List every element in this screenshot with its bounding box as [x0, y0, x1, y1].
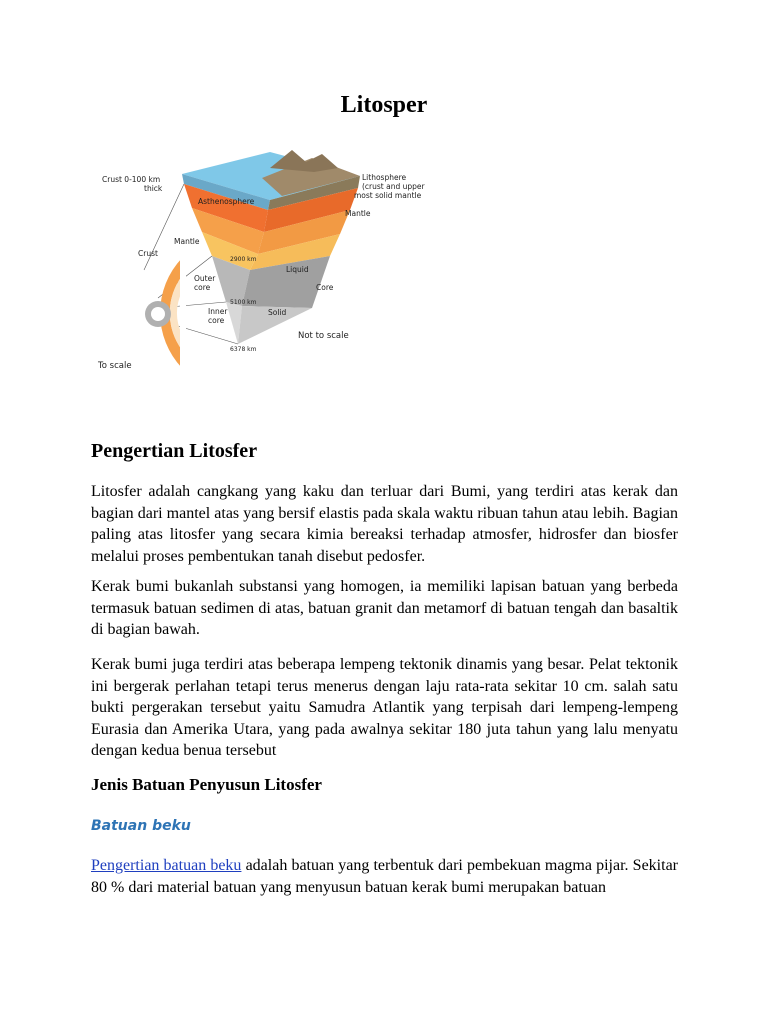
earth-layers-figure	[92, 138, 432, 378]
label-crust-thick2: thick	[144, 184, 163, 193]
label-lithosphere2: (crust and upper	[362, 182, 425, 191]
label-crust-thick: Crust 0-100 km	[102, 175, 161, 184]
label-not-to-scale: Not to scale	[298, 331, 349, 341]
mountain-peaks	[270, 150, 338, 172]
label-depth-2900: 2900 km	[230, 256, 257, 263]
label-mantle-left: Mantle	[174, 237, 200, 246]
label-lithosphere: Lithosphere	[362, 173, 407, 182]
label-outer-core: Outer	[194, 274, 216, 283]
section-heading-pengertian: Pengertian Litosfer	[91, 440, 258, 462]
paragraph-2: Kerak bumi bukanlah substansi yang homogen, ia memiliki lapisan batuan yang berbeda termasuk batuan sedimen di atas, batuan granit dan metamorf di batuan tengah dan basaltik di bagian bawah.	[91, 578, 678, 638]
label-liquid: Liquid	[286, 265, 309, 274]
label-asthenosphere: Asthenosphere	[198, 197, 255, 206]
label-core: Core	[316, 283, 334, 292]
label-depth-5100: 5100 km	[230, 299, 257, 306]
subheading-batuan-beku: Batuan beku	[91, 818, 191, 834]
label-depth-6378: 6378 km	[230, 346, 257, 353]
link-pengertian-batuan-beku[interactable]: Pengertian batuan beku	[91, 857, 242, 874]
paragraph-4	[91, 855, 678, 898]
to-scale-ring	[145, 256, 186, 370]
label-lithosphere3: most solid mantle	[354, 191, 422, 200]
section-heading-jenis-batuan: Jenis Batuan Penyusun Litosfer	[91, 775, 322, 794]
paragraph-3: Kerak bumi juga terdiri atas beberapa lempeng tektonik dinamis yang besar. Pelat tektonik ini bergerak perlahan tetapi terus menerus dengan laju rata-rata sekitar 10 cm. salah satu bukti pergerakan tersebut yaitu Samudra Atlantik yang terpisah dari lempeng-lempeng Eurasia dan Amerika Utara, yang pada awalnya sekitar 180 juta tahun yang lalu menyatu dengan kedua benua tersebut	[91, 656, 678, 759]
page-title: Litosper	[340, 92, 428, 118]
label-mantle-right: Mantle	[345, 209, 371, 218]
label-inner-core: Inner	[208, 307, 228, 316]
label-outer-core2: core	[194, 283, 211, 292]
label-to-scale: To scale	[98, 361, 132, 371]
label-crust: Crust	[138, 249, 158, 258]
paragraph-4-text: adalah batuan yang terbentuk dari pembekuan magma pijar. Sekitar 80 % dari material batuan yang menyusun batuan kerak bumi merupakan batuan	[91, 857, 678, 896]
label-solid: Solid	[268, 308, 287, 317]
earth-layers-diagram	[92, 138, 432, 378]
label-inner-core2: core	[208, 316, 225, 325]
paragraph-1: Litosfer adalah cangkang yang kaku dan terluar dari Bumi, yang terdiri atas kerak dan bagian dari mantel atas yang bersif elastis pada skala waktu ribuan tahun atau lebih. Bagian paling atas litosfer yang secara kimia bereaksi terhadap atmosfer, hidrosfer dan biosfer melalui proses pembentukan tanah disebut pedosfer.	[91, 483, 678, 565]
